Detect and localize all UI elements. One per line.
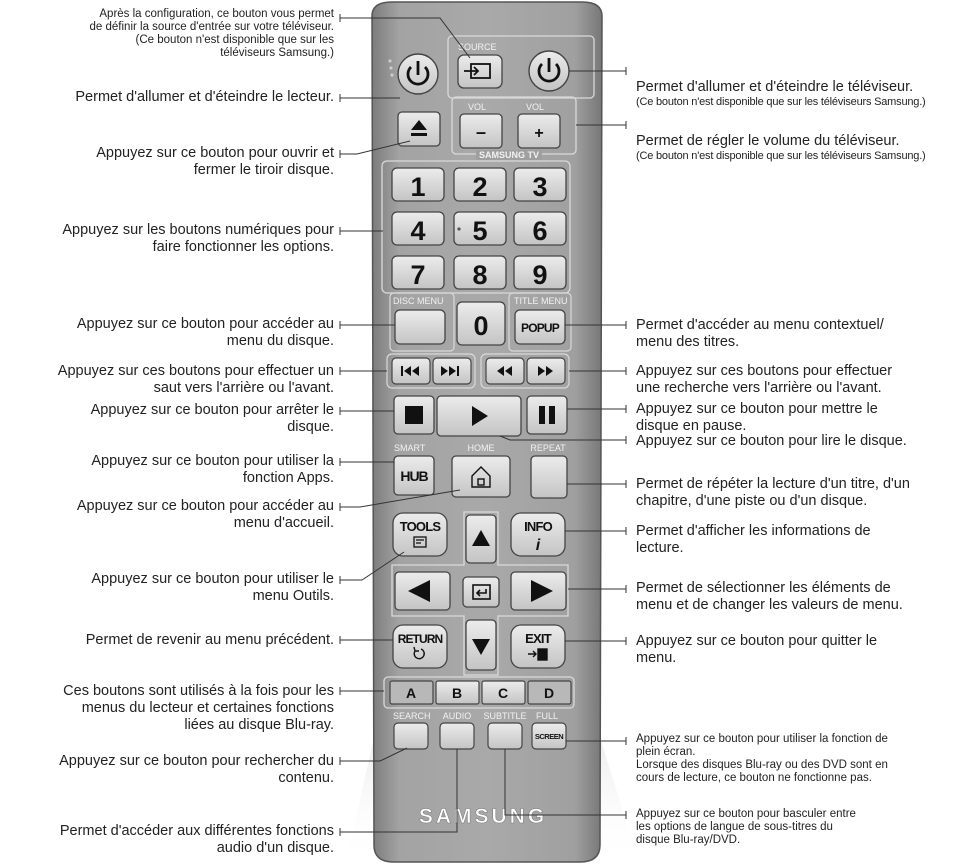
annotation-home: Appuyez sur ce bouton pour accéder au menu d'accueil. <box>76 498 334 531</box>
svg-text:RETURN: RETURN <box>397 632 443 646</box>
svg-text:SUBTITLE: SUBTITLE <box>483 711 527 721</box>
svg-text:A: A <box>405 685 417 701</box>
svg-text:+: + <box>534 125 544 142</box>
annotation-search: Appuyez sur ce bouton pour rechercher du contenu. <box>59 753 334 786</box>
svg-text:7: 7 <box>410 260 426 290</box>
svg-text:9: 9 <box>532 260 548 290</box>
annotation-volume: Permet de régler le volume du téléviseur. (Ce bouton n'est disponible que sur les téléviseurs Samsung.) <box>636 133 926 162</box>
svg-text:HOME: HOME <box>467 443 495 453</box>
svg-text:4: 4 <box>410 216 426 246</box>
annotation-numbers: Appuyez sur les boutons numériques pour faire fonctionner les options. <box>62 222 334 255</box>
svg-text:SCREEN: SCREEN <box>534 732 564 741</box>
annotation-stop: Appuyez sur ce bouton pour arrêter le disque. <box>90 402 334 435</box>
svg-text:DISC MENU: DISC MENU <box>393 296 444 306</box>
svg-text:D: D <box>543 685 555 701</box>
svg-text:1: 1 <box>410 172 426 202</box>
annotation-power-tv: Permet d'allumer et d'éteindre le téléviseur. (Ce bouton n'est disponible que sur les téléviseurs Samsung.) <box>636 79 926 108</box>
annotation-full-screen: Appuyez sur ce bouton pour utiliser la fonction de plein écran. Lorsque des disques Blu-ray ou des DVD sont en cours de lecture, ce bouton ne fonctionne pas. <box>636 733 888 784</box>
svg-text:6: 6 <box>532 216 548 246</box>
svg-text:POPUP: POPUP <box>520 321 560 335</box>
svg-text:8: 8 <box>472 260 488 290</box>
svg-text:TOOLS: TOOLS <box>399 519 441 534</box>
annotation-exit: Appuyez sur ce bouton pour quitter le menu. <box>636 633 878 666</box>
svg-text:EXIT: EXIT <box>525 631 551 646</box>
annotation-disc-menu: Appuyez sur ce bouton pour accéder au menu du disque. <box>76 316 334 349</box>
annotation-audio: Permet d'accéder aux différentes fonctions audio d'un disque. <box>59 823 334 856</box>
enter-button[interactable] <box>463 577 499 607</box>
annotation-play: Appuyez sur ce bouton pour lire le disque. <box>636 433 907 449</box>
annotation-return: Permet de revenir au menu précédent. <box>85 632 334 648</box>
annotation-navigation: Permet de sélectionner les éléments de menu et de changer les valeurs de menu. <box>636 580 903 613</box>
annotation-tools: Appuyez sur ce bouton pour utiliser le menu Outils. <box>91 571 334 604</box>
svg-text:INFO: INFO <box>524 519 552 534</box>
svg-text:2: 2 <box>472 172 488 202</box>
svg-text:i: i <box>535 537 541 554</box>
samsung-tv-label: SAMSUNG TV <box>478 150 540 160</box>
home-button[interactable] <box>452 456 510 497</box>
annotation-power-player: Permet d'allumer et d'éteindre le lecteur. <box>75 89 334 105</box>
svg-text:AUDIO: AUDIO <box>442 711 472 721</box>
annotation-smart-hub: Appuyez sur ce bouton pour utiliser la fonction Apps. <box>91 453 334 486</box>
search-button[interactable] <box>394 723 428 749</box>
svg-text:3: 3 <box>532 172 548 202</box>
pause-button[interactable] <box>527 396 567 434</box>
annotation-repeat: Permet de répéter la lecture d'un titre, d'un chapitre, d'une piste ou d'un disque. <box>636 476 910 509</box>
annotation-eject: Appuyez sur ce bouton pour ouvrir et fermer le tiroir disque. <box>96 145 334 178</box>
audio-button[interactable] <box>440 723 474 749</box>
svg-text:C: C <box>497 685 509 701</box>
stop-icon <box>405 406 423 424</box>
annotation-subtitle: Appuyez sur ce bouton pour basculer entre les options de langue de sous-titres du disque Blu-ray/DVD. <box>636 808 856 846</box>
annotation-info: Permet d'afficher les informations de lecture. <box>636 523 871 556</box>
number-pad <box>392 168 566 290</box>
repeat-button[interactable] <box>531 456 567 498</box>
annotation-color-buttons: Ces boutons sont utilisés à la fois pour les menus du lecteur et certaines fonctions liées au disque Blu-ray. <box>63 683 334 733</box>
source-label: SOURCE <box>458 42 497 52</box>
svg-text:TITLE MENU: TITLE MENU <box>514 296 568 306</box>
svg-text:VOL: VOL <box>468 102 487 112</box>
samsung-logo: SAMSUNG <box>418 805 548 828</box>
svg-text:SMART: SMART <box>394 443 426 453</box>
annotation-source: Après la configuration, ce bouton vous permet de définir la source d'entrée sur votre téléviseur. (Ce bouton n'est disponible que sur les téléviseurs Samsung.) <box>89 8 334 59</box>
svg-text:FULL: FULL <box>535 711 559 721</box>
svg-text:REPEAT: REPEAT <box>530 443 566 453</box>
svg-text:B: B <box>451 685 463 701</box>
svg-text:0: 0 <box>473 311 489 341</box>
annotation-search-fwd: Appuyez sur ces boutons pour effectuer une recherche vers l'arrière ou l'avant. <box>636 363 893 396</box>
annotation-popup: Permet d'accéder au menu contextuel/ menu des titres. <box>636 317 884 350</box>
svg-text:5: 5 <box>472 216 488 246</box>
annotation-skip: Appuyez sur ces boutons pour effectuer un saut vers l'arrière ou l'avant. <box>57 363 334 396</box>
svg-text:SEARCH: SEARCH <box>393 711 431 721</box>
svg-text:VOL: VOL <box>526 102 545 112</box>
disc-menu-button[interactable] <box>395 310 445 344</box>
annotation-pause: Appuyez sur ce bouton pour mettre le disque en pause. <box>636 401 878 434</box>
subtitle-button[interactable] <box>488 723 522 749</box>
svg-text:HUB: HUB <box>400 468 428 484</box>
svg-text:–: – <box>475 122 487 142</box>
